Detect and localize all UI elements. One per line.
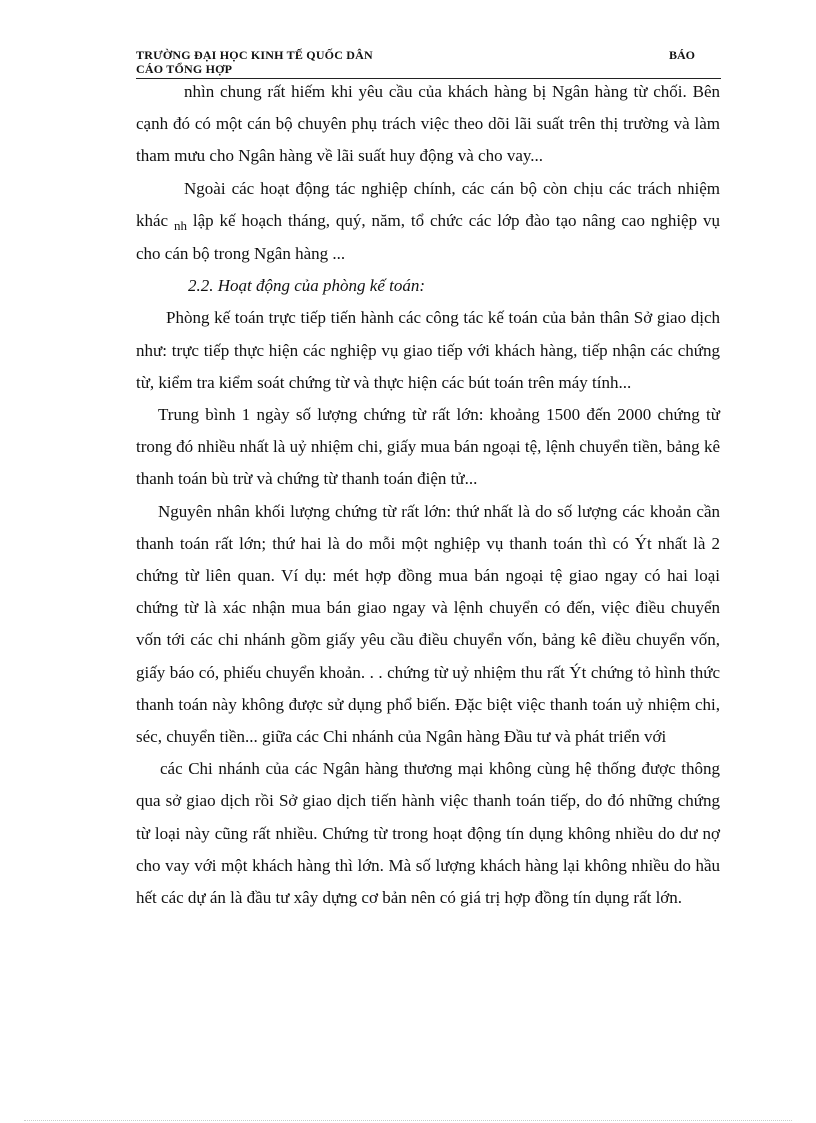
section-heading: 2.2. Hoạt động của phòng kế toán:: [188, 276, 426, 296]
paragraph-6: các Chi nhánh của các Ngân hàng thương mại không cùng hệ thống được thông qua sở giao dịch rồi Sở giao dịch tiến hành việc thanh toán tiếp, do đó những chứng từ loại này cũng rất nhiều. Chứng từ trong hoạt động tín dụng không nhiều do dư nợ cho vay với một khách hàng thì lớn. Mà số lượng khách hàng lại không nhiều do hầu hết các dự án là đầu tư xây dựng cơ bản nên có giá trị hợp đồng tín dụng rất lớn.: [136, 759, 720, 908]
paragraph-2: [136, 173, 720, 271]
document-body: [136, 76, 720, 914]
paragraph-2-part-a: Ngoài các hoạt động tác nghiệp chính, các cán bộ còn chịu các trách nhiệm khác: [136, 178, 720, 230]
paragraph-4: Trung bình 1 ngày số lượng chứng từ rất lớn: khoảng 1500 đến 2000 chứng từ trong đó nhiều nhất là uỷ nhiệm chi, giấy mua bán ngoại tệ, lệnh chuyển tiền, bảng kê thanh toán bù trừ và chứng từ thanh toán điện tử...: [136, 405, 720, 489]
header-institution: TRƯỜNG ĐẠI HỌC KINH TẾ QUỐC DÂN: [136, 48, 373, 62]
header-report-label: BÁO: [668, 48, 695, 62]
paragraph-5: Nguyên nhân khối lượng chứng từ rất lớn: thứ nhất là do số lượng các khoản cần thanh toán rất lớn; thứ hai là do mỗi một nghiệp vụ thanh toán thì có Ýt nhất là 2 chứng từ liên quan. Ví dụ: mét hợp đồng mua bán ngoại tệ giao ngay có hai loại chứng từ là xác nhận mua bán giao ngay và lệnh chuyển có đến, việc điều chuyển vốn tới các chi nhánh gồm giấy yêu cầu điều chuyển vốn, bảng kê điều chuyển vốn, giấy báo có, phiếu chuyển khoản. . . chứng từ uỷ nhiệm thu rất Ýt chứng tỏ hình thức thanh toán này không được sử dụng phổ biến. Đặc biệt việc thanh toán uỷ nhiệm chi, séc, chuyển tiền... giữa các Chi nhánh của Ngân hàng Đầu tư và phát triển với: [136, 501, 720, 747]
page-bottom-border: [24, 1120, 792, 1121]
header-report-title: CÁO TỔNG HỢP: [136, 62, 233, 76]
paragraph-1: nhìn chung rất hiếm khi yêu cầu của khách hàng bị Ngân hàng từ chối. Bên cạnh đó có một cán bộ chuyên phụ trách việc theo dõi lãi suất trên thị trường và làm tham mưu cho Ngân hàng về lãi suất huy động và cho vay...: [136, 82, 720, 166]
page-header: [136, 48, 721, 78]
paragraph-3: Phòng kế toán trực tiếp tiến hành các công tác kế toán của bản thân Sở giao dịch như: trực tiếp thực hiện các nghiệp vụ giao tiếp với khách hàng, tiếp nhận các chứng từ, kiểm tra kiểm soát chứng từ và thực hiện các bút toán trên máy tính...: [136, 308, 720, 392]
paragraph-2-part-b: lập kế hoạch tháng, quý, năm, tổ chức các lớp đào tạo nâng cao nghiệp vụ cho cán bộ trong Ngân hàng ...: [136, 210, 720, 264]
paragraph-2-fragment: nh: [173, 217, 187, 233]
